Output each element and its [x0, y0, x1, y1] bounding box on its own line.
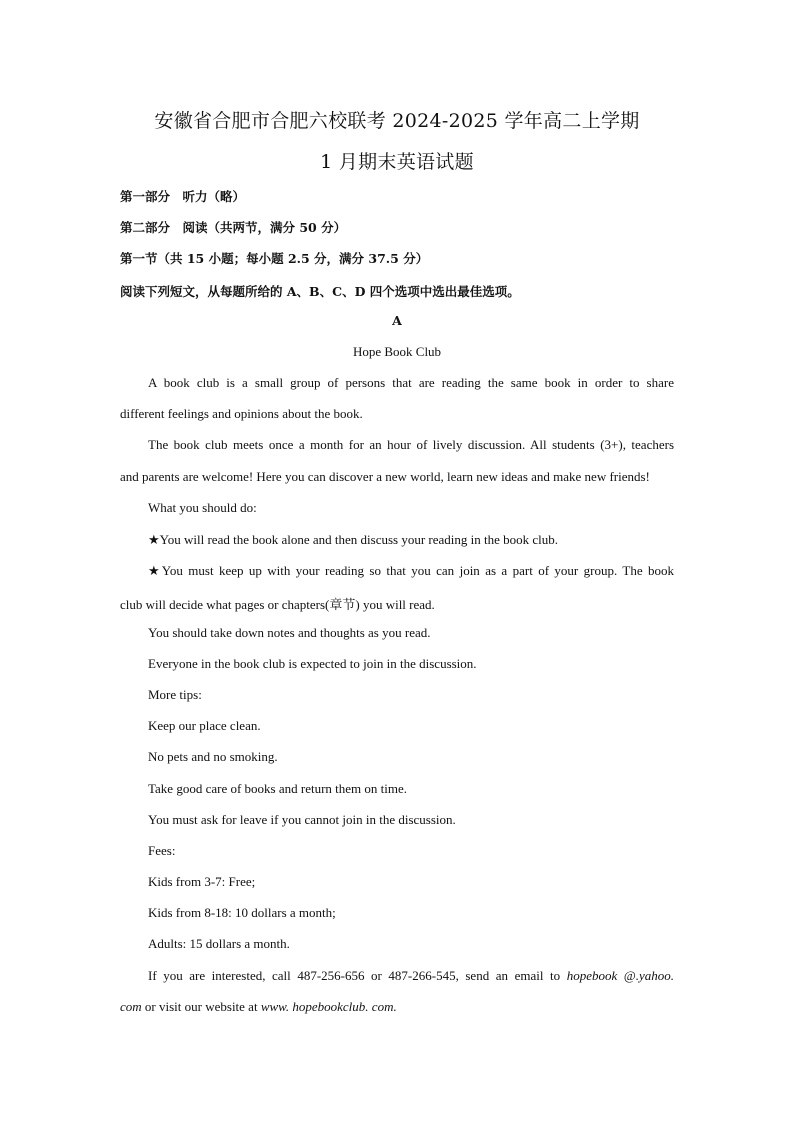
website-address: www. hopebookclub. com. — [260, 999, 397, 1014]
rule-star-2-line2: club will decide what pages or chapters(章节) you will read. — [120, 597, 435, 612]
fee-item-3: Adults: 15 dollars a month. — [148, 936, 290, 951]
paragraph1-line1: A book club is a small group of persons that are reading the same book in order to share — [148, 375, 674, 390]
paragraph2-line1: The book club meets once a month for an hour of lively discussion. All students (3+), teachers — [148, 437, 674, 452]
notes-line: You should take down notes and thoughts as you read. — [148, 625, 431, 640]
fee-item-2: Kids from 8-18: 10 dollars a month; — [148, 905, 336, 920]
everyone-line: Everyone in the book club is expected to join in the discussion. — [148, 656, 477, 671]
paragraph1-line2: different feelings and opinions about the book. — [120, 406, 363, 421]
page-title-line2: 1 月期末英语试题 — [320, 151, 474, 173]
rule-star-1: ★You will read the book alone and then discuss your reading in the book club. — [148, 532, 559, 547]
passage-letter: A — [392, 313, 402, 328]
fees-heading: Fees: — [148, 843, 176, 858]
passage-title: Hope Book Club — [352, 344, 442, 359]
rule-star-2-line1: ★You must keep up with your reading so that you can join as a part of your group. The book — [148, 563, 674, 578]
part2-heading: 第二部分 阅读（共两节，满分 50 分） — [120, 220, 347, 235]
email-address-part1: hopebook @.yahoo. — [566, 968, 675, 983]
contact-line1 — [148, 968, 674, 984]
contact-line2 — [120, 999, 397, 1015]
tip-item-1: Keep our place clean. — [148, 718, 261, 733]
contact-website-text: or visit our website at — [144, 999, 258, 1014]
part1-heading: 第一部分 听力（略） — [120, 189, 246, 204]
tip-item-2: No pets and no smoking. — [148, 749, 278, 764]
more-tips-heading: More tips: — [148, 687, 202, 702]
tip-item-3: Take good care of books and return them on time. — [148, 781, 408, 796]
section1-heading: 第一节（共 15 小题；每小题 2.5 分，满分 37.5 分） — [120, 251, 429, 266]
page-title-line1: 安徽省合肥市合肥六校联考 2024-2025 学年高二上学期 — [154, 110, 640, 132]
what-to-do-heading: What you should do: — [148, 500, 257, 515]
tip-item-4: You must ask for leave if you cannot join in the discussion. — [148, 812, 456, 827]
fee-item-1: Kids from 3-7: Free; — [148, 874, 256, 889]
email-address-part2: com — [120, 999, 142, 1014]
reading-instruction: 阅读下列短文，从每题所给的 A、B、C、D 四个选项中选出最佳选项。 — [120, 284, 520, 299]
paragraph2-line2: and parents are welcome! Here you can discover a new world, learn new ideas and make new friends! — [120, 469, 650, 484]
contact-text: If you are interested, call 487-256-656 or 487-266-545, send an email to — [148, 968, 561, 983]
